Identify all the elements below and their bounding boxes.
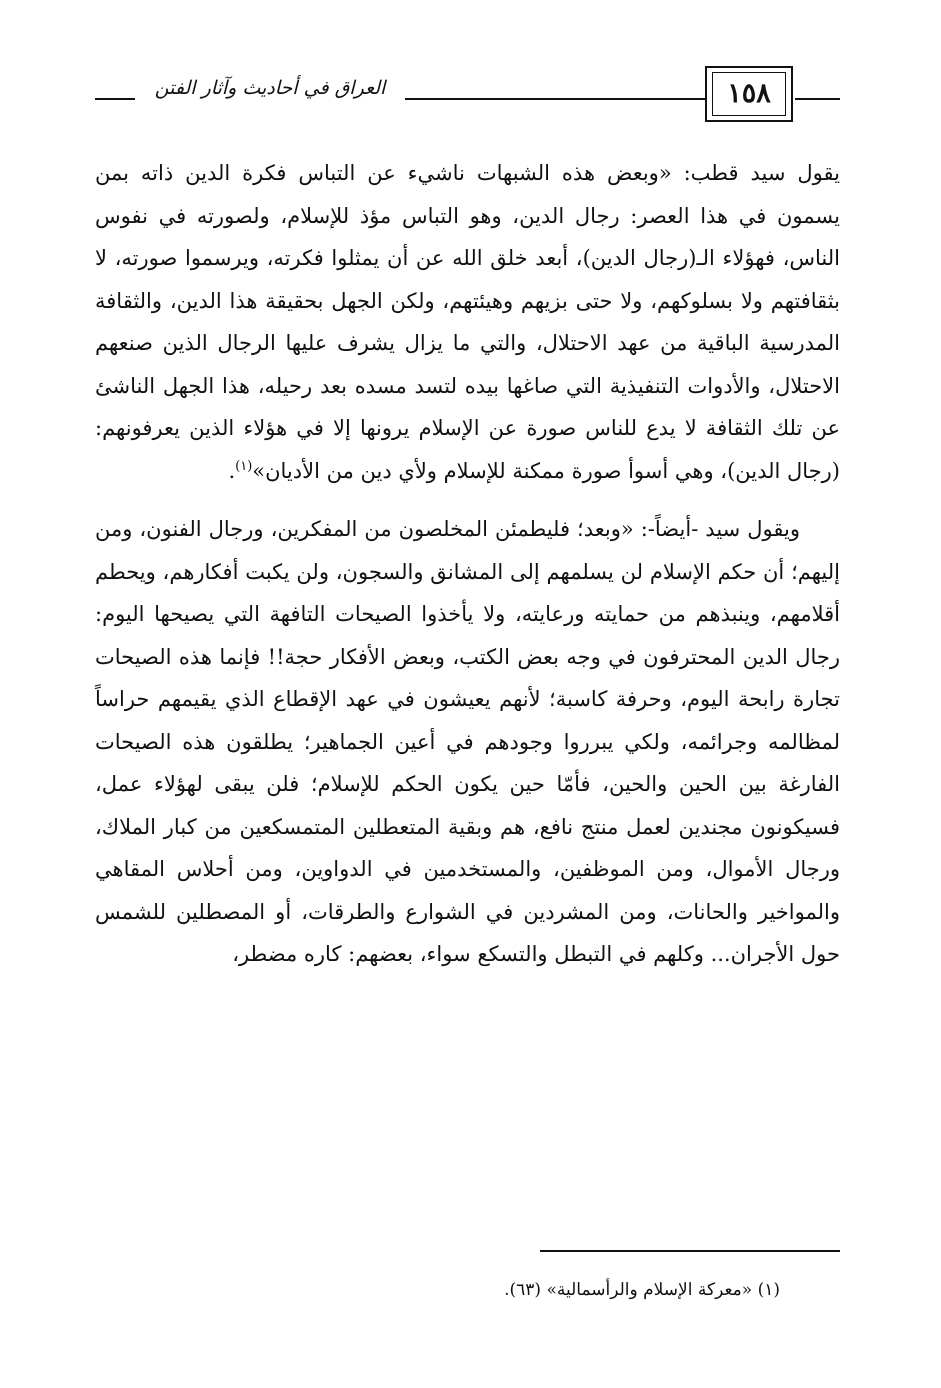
page-header — [95, 62, 840, 122]
running-title: العراق في أحاديث وآثار الفتن — [135, 70, 405, 106]
paragraph-1 — [95, 152, 840, 492]
paragraph-1-end: . — [228, 458, 236, 483]
header-rule-right — [795, 98, 840, 100]
footnote: (١) «معركة الإسلام والرأسمالية» (٦٣). — [504, 1280, 780, 1300]
paragraph-2: ويقول سيد -أيضاً-: «وبعد؛ فليطمئن المخلصون من المفكرين، ورجال الفنون، ومن إليهم؛ أن حكم الإسلام لن يسلمهم إلى المشانق والسجون، ولن يكبت أفكارهم، ويحطم أقلامهم، وينبذهم من حمايته ورعايته، ولا يأخذوا الصيحات التافهة التي يصيحها اليوم: رجال الدين المحترفون في وجه بعض الكتب، وبعض الأفكار حجة!! فإنما هذه الصيحات تجارة رابحة اليوم، وحرفة كاسبة؛ لأنهم يعيشون في عهد الإقطاع الذي يقيمهم حراساً لمظالمه وجرائمه، ولكي يبرروا وجودهم في أعين الجماهير؛ يطلقون هذه الصيحات الفارغة بين الحين والحين، فأمّا حين يكون الحكم للإسلام؛ فلن يبقى لهؤلاء عمل، فسيكونون مجندين لعمل منتج نافع، هم وبقية المتعطلين المتمسكعين من كبار الملاك، ورجال الأموال، ومن الموظفين، والمستخدمين في الدواوين، ومن أحلاس المقاهي والمواخير والحانات، ومن المشردين في الشوارع والطرقات، أو المصطلين للشمس حول الأجران... وكلهم في التبطل والتسكع سواء، بعضهم: كاره مضطر، — [95, 517, 840, 966]
footnote-separator — [540, 1250, 840, 1252]
main-text — [95, 152, 840, 976]
paragraph-1-text: يقول سيد قطب: «وبعض هذه الشبهات ناشيء عن التباس فكرة الدين ذاته بمن يسمون في هذا العصر: رجال الدين، وهو التباس مؤذ للإسلام، ولصورته في نفوس الناس، فهؤلاء الـ(رجال الدين)، أبعد خلق الله عن أن يمثلوا فكرته، ويرسموا صورته، لا بثقافتهم ولا بسلوكهم، ولا حتى بزيهم وهيئتهم، ولكن الجهل بحقيقة هذا الدين، والثقافة المدرسية الباقية من عهد الاحتلال، والتي ما يزال يشرف عليها الرجال الذين صنعهم الاحتلال، والأدوات التنفيذية التي صاغها بيده لتسد مسده بعد رحيله، هذا الجهل الناشئ عن تلك الثقافة لا يدع للناس صورة عن الإسلام يرونها إلا في هؤلاء الذين يعرفونهم: (رجال الدين)، وهي أسوأ صورة ممكنة للإسلام ولأي دين من الأديان» — [95, 161, 840, 483]
footnote-reference: (١) — [235, 458, 253, 474]
page-number: ١٥٨ — [712, 72, 786, 116]
page-number-frame — [705, 66, 793, 122]
